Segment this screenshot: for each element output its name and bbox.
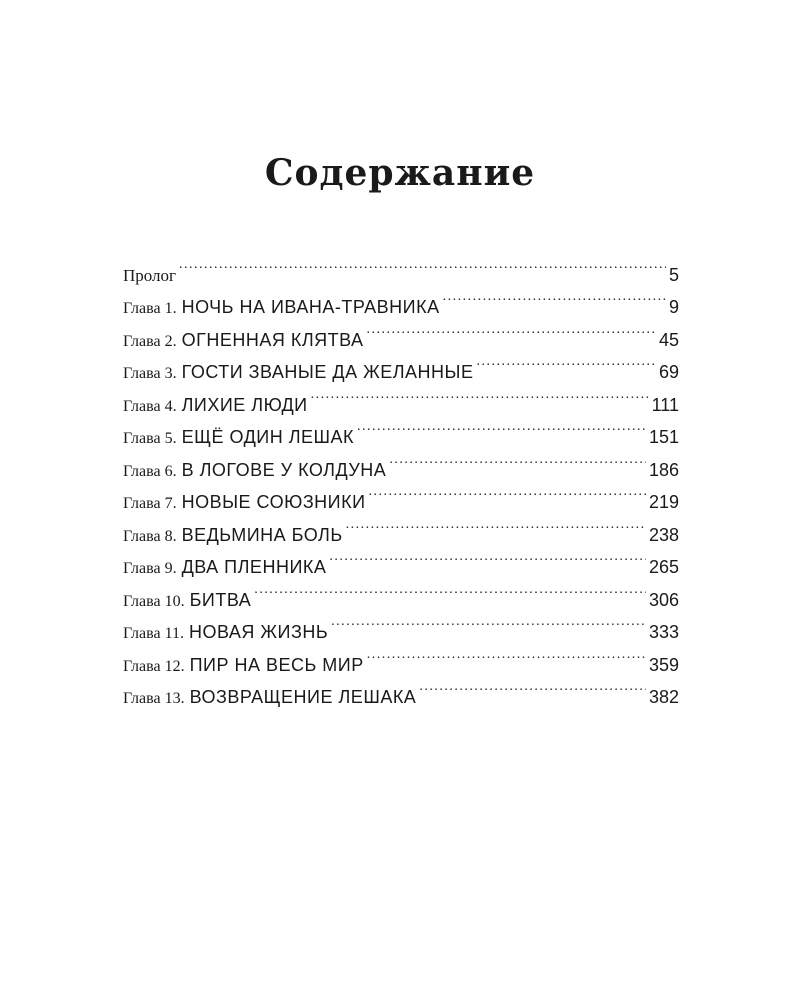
dot-leader [357,411,646,444]
toc-entry-page: 306 [648,589,679,610]
contents-heading: Содержание [264,152,536,194]
toc-entry-title: ГОСТИ ЗВАНЫЕ ДА ЖЕЛАННЫЕ [181,362,474,382]
toc-entry-page: 69 [658,362,679,382]
toc-entry-prefix: Глава 10. [123,592,185,610]
toc-entry-page: 151 [648,427,679,447]
toc-entry-prefix: Глава 8. [123,527,177,545]
toc-entry-title: Пролог [123,265,177,285]
toc-entry-title: НОЧЬ НА ИВАНА-ТРАВНИКА [181,297,440,317]
dot-leader [331,606,646,639]
toc-entry-page: 186 [648,459,679,480]
toc-entry-title: ВОЗВРАЩЕНИЕ ЛЕШАКА [189,687,417,707]
toc-entry-page: 5 [668,264,679,285]
toc-entry-prefix: Глава 4. [123,397,177,415]
toc-entry-page: 238 [648,524,679,545]
toc-entry-prefix: Глава 11. [123,625,184,642]
toc-entry-prefix: Глава 7. [123,495,177,512]
dot-leader [443,281,666,314]
toc-entry-page: 9 [668,297,679,317]
toc-entry-prefix: Глава 1. [123,300,177,317]
dot-leader [346,508,646,541]
toc-entry-page: 45 [658,329,679,350]
toc-entry-prefix: Глава 13. [123,690,185,707]
toc-entry-chapter-1 [123,281,679,317]
toc-entry-prefix: Глава 6. [123,462,177,480]
dot-leader [389,443,646,476]
toc-entry-title: ЛИХИЕ ЛЮДИ [181,394,308,415]
toc-entry-title: ОГНЕННАЯ КЛЯТВА [181,329,364,350]
toc-entry-title: ДВА ПЛЕННИКА [181,557,327,577]
toc-entry-title: В ЛОГОВЕ У КОЛДУНА [181,459,387,480]
toc-entry-title: ЕЩЁ ОДИН ЛЕШАК [181,427,355,447]
dot-leader [179,248,666,281]
toc-entry-prefix: Глава 9. [123,560,177,577]
toc-entry-page: 111 [651,394,679,415]
toc-entry-title: НОВЫЕ СОЮЗНИКИ [181,492,366,512]
dot-leader [367,313,656,346]
toc-entry-page: 382 [648,687,679,707]
toc-entry-prologue [123,248,679,285]
toc-entry-page: 219 [648,492,679,512]
dot-leader [419,671,646,704]
toc-entry-prefix: Глава 5. [123,430,177,447]
toc-entry-page: 333 [648,622,679,642]
toc-entry-title: БИТВА [189,589,252,610]
toc-entry-title: ПИР НА ВЕСЬ МИР [189,654,364,675]
dot-leader [367,638,646,671]
dot-leader [369,476,646,509]
toc-entry-page: 265 [648,557,679,577]
dot-leader [476,346,656,379]
toc-entry-prefix: Глава 3. [123,365,177,382]
toc-entry-title: НОВАЯ ЖИЗНЬ [188,622,329,642]
dot-leader [254,573,646,606]
toc-entry-title: ВЕДЬМИНА БОЛЬ [181,524,343,545]
toc-entry-prefix: Глава 12. [123,657,185,675]
toc-entry-prefix: Глава 2. [123,332,177,350]
toc-entry-page: 359 [648,654,679,675]
dot-leader [311,378,649,411]
dot-leader [329,541,646,574]
table-of-contents [123,248,679,707]
